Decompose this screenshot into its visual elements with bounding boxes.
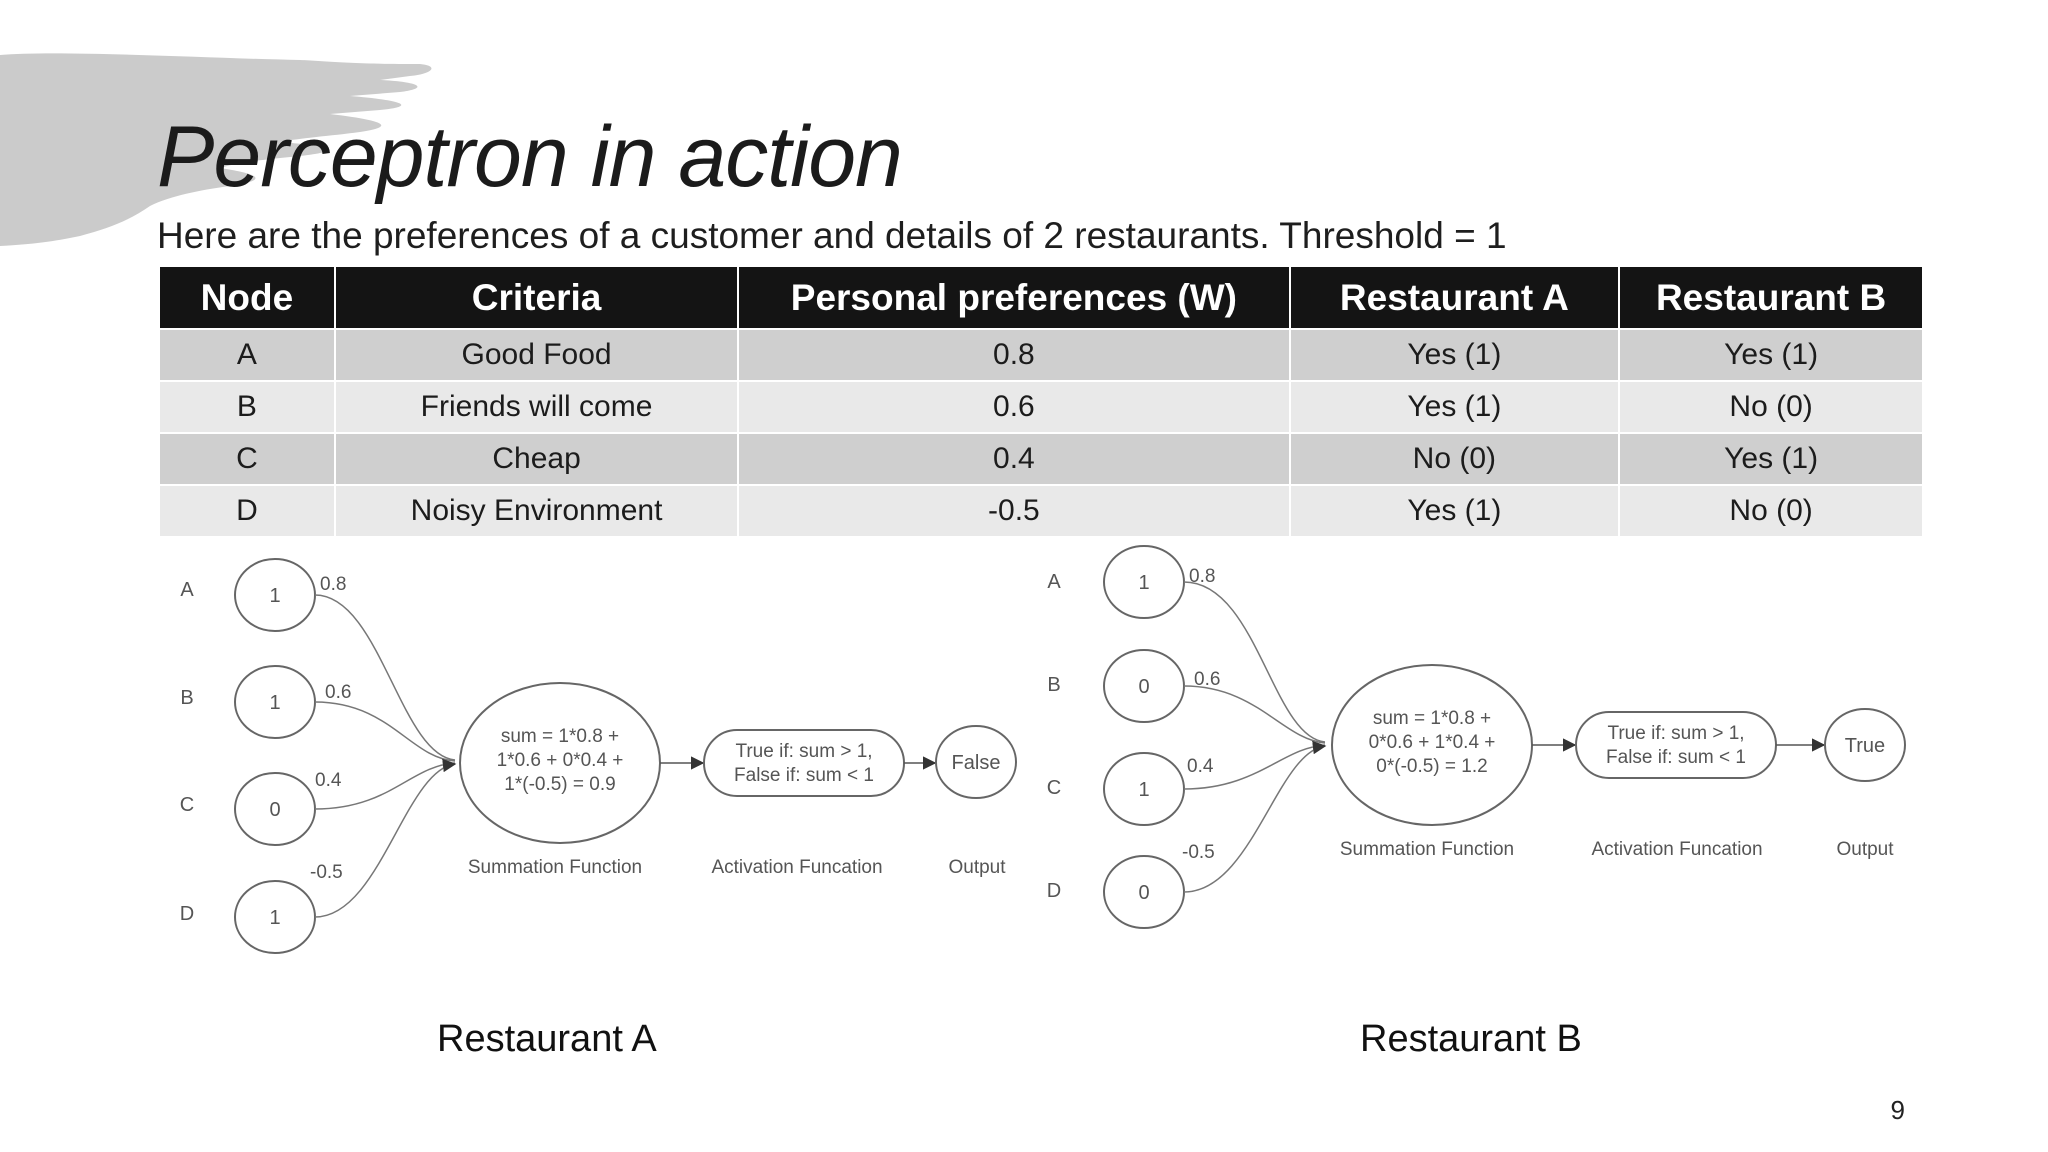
page-subtitle: Here are the preferences of a customer and details of 2 restaurants. Threshold = 1 — [157, 215, 1507, 256]
output-value: False — [951, 752, 1001, 774]
caption-restaurant-a: Restaurant A — [437, 1018, 657, 1060]
preferences-table — [158, 265, 1924, 538]
node-label: B — [1047, 674, 1061, 696]
cell-criteria: Good Food — [335, 329, 738, 381]
activation-label: Activation Funcation — [1591, 839, 1763, 860]
cell-criteria: Friends will come — [335, 381, 738, 433]
input-value: 1 — [1138, 572, 1150, 594]
sum-line: sum = 1*0.8 + — [1372, 708, 1492, 729]
activation-node — [1576, 712, 1776, 778]
table-row — [159, 485, 1923, 537]
cell-restaurant-b: No (0) — [1619, 381, 1923, 433]
weight-label: 0.8 — [320, 574, 347, 595]
table-row — [159, 381, 1923, 433]
weight-label: 0.8 — [1189, 566, 1216, 587]
node-label: D — [1046, 880, 1062, 902]
node-label: D — [179, 903, 195, 925]
node-label: C — [179, 794, 195, 816]
summation-label: Summation Function — [1339, 839, 1515, 860]
page-number: 9 — [1890, 1095, 1905, 1125]
cell-restaurant-a: Yes (1) — [1290, 329, 1620, 381]
header-personal-preferences: Personal preferences (W) — [738, 266, 1289, 329]
weight-label: 0.6 — [1194, 669, 1221, 690]
sum-line: 1*(-0.5) = 0.9 — [504, 774, 616, 795]
output-value: True — [1844, 735, 1886, 757]
weight-edge — [315, 595, 455, 760]
activation-line: False if: sum < 1 — [734, 765, 874, 786]
input-value: 1 — [1138, 779, 1150, 801]
weight-label: 0.4 — [315, 770, 342, 791]
summation-label: Summation Function — [467, 857, 643, 878]
cell-weight: 0.4 — [738, 433, 1289, 485]
cell-restaurant-b: Yes (1) — [1619, 433, 1923, 485]
cell-node: A — [159, 329, 335, 381]
cell-restaurant-a: Yes (1) — [1290, 381, 1620, 433]
node-label: C — [1046, 777, 1062, 799]
weight-label: -0.5 — [310, 862, 343, 883]
cell-criteria: Cheap — [335, 433, 738, 485]
cell-node: C — [159, 433, 335, 485]
output-label: Output — [948, 857, 1006, 878]
perceptron-diagram-restaurant-b — [1027, 532, 1897, 972]
cell-restaurant-a: No (0) — [1290, 433, 1620, 485]
activation-node — [704, 730, 904, 796]
sum-line: 0*(-0.5) = 1.2 — [1376, 756, 1488, 777]
weight-label: 0.4 — [1187, 756, 1214, 777]
node-label: A — [180, 579, 194, 601]
cell-restaurant-b: No (0) — [1619, 485, 1923, 537]
weight-edge — [1184, 686, 1325, 743]
weight-label: -0.5 — [1182, 842, 1215, 863]
cell-weight: 0.8 — [738, 329, 1289, 381]
cell-weight: 0.6 — [738, 381, 1289, 433]
header-criteria: Criteria — [335, 266, 738, 329]
node-label: A — [1047, 571, 1061, 593]
cell-node: B — [159, 381, 335, 433]
sum-line: sum = 1*0.8 + — [500, 726, 620, 747]
cell-node: D — [159, 485, 335, 537]
table-row — [159, 329, 1923, 381]
weight-label: 0.6 — [325, 682, 352, 703]
header-restaurant-a: Restaurant A — [1290, 266, 1620, 329]
header-restaurant-b: Restaurant B — [1619, 266, 1923, 329]
weight-edge — [1184, 582, 1325, 742]
activation-line: False if: sum < 1 — [1606, 747, 1746, 768]
header-node: Node — [159, 266, 335, 329]
input-value: 1 — [269, 692, 281, 714]
cell-restaurant-a: Yes (1) — [1290, 485, 1620, 537]
input-value: 0 — [1138, 676, 1150, 698]
sum-line: 1*0.6 + 0*0.4 + — [496, 750, 624, 771]
activation-label: Activation Funcation — [711, 857, 883, 878]
input-value: 0 — [1138, 882, 1150, 904]
input-value: 1 — [269, 585, 281, 607]
node-label: B — [180, 687, 194, 709]
page-title: Perceptron in action — [157, 109, 902, 205]
perceptron-diagram-restaurant-a — [160, 540, 1030, 980]
weight-edge — [315, 702, 455, 761]
activation-line: True if: sum > 1, — [735, 741, 873, 762]
table-header-row — [159, 266, 1923, 329]
cell-weight: -0.5 — [738, 485, 1289, 537]
input-value: 0 — [269, 799, 281, 821]
input-value: 1 — [269, 907, 281, 929]
cell-restaurant-b: Yes (1) — [1619, 329, 1923, 381]
caption-restaurant-b: Restaurant B — [1360, 1018, 1582, 1060]
output-label: Output — [1836, 839, 1894, 860]
table-row — [159, 433, 1923, 485]
sum-line: 0*0.6 + 1*0.4 + — [1368, 732, 1496, 753]
cell-criteria: Noisy Environment — [335, 485, 738, 537]
activation-line: True if: sum > 1, — [1607, 723, 1745, 744]
